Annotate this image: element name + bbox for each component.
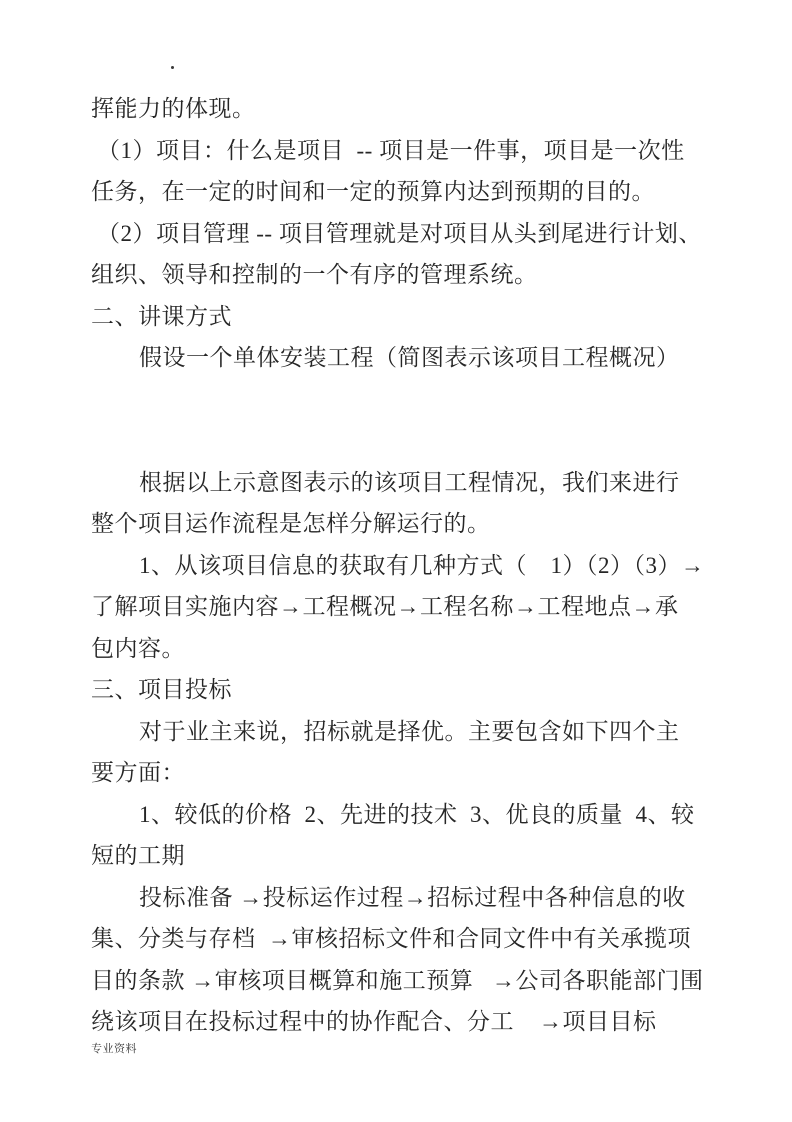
text-line: 组织、领导和控制的一个有序的管理系统。 <box>91 262 538 287</box>
blank-line <box>0 379 792 421</box>
numbered-item-1: 1、从该项目信息的获取有几种方式（ 1）（2）（3）→ <box>139 552 705 578</box>
blank-line <box>0 420 792 462</box>
text-line: 要方面： <box>91 760 185 785</box>
numbered-item-list: 1、较低的价格 2、先进的技术 3、优良的质量 4、较 <box>139 801 695 827</box>
text-line: 短的工期 <box>91 843 185 868</box>
text-line: 整个项目运作流程是怎样分解运行的。 <box>91 511 491 536</box>
list-item-1-project: （1）项目：什么是项目 -- 项目是一件事，项目是一次性 <box>97 137 685 163</box>
footer-watermark: 专业资料 <box>91 1043 137 1055</box>
stray-dot-mark <box>171 66 174 69</box>
text-line: 挥能力的体现。 <box>91 96 256 121</box>
list-item-2-project-management: （2）项目管理 -- 项目管理就是对项目从头到尾进行计划、 <box>97 220 702 246</box>
text-line: 根据以上示意图表示的该项目工程情况，我们来进行 <box>139 469 680 495</box>
text-line: 任务，在一定的时间和一定的预算内达到预期的目的。 <box>91 179 655 204</box>
section-heading-3: 三、项目投标 <box>91 677 232 702</box>
text-line: 包内容。 <box>91 635 185 661</box>
text-line: 投标准备 →投标运作过程→招标过程中各种信息的收 <box>139 884 686 910</box>
text-line: 目的条款 →审核项目概算和施工预算 →公司各职能部门围 <box>91 967 704 993</box>
text-line: 假设一个单体安装工程（简图表示该项目工程概况） <box>139 345 680 370</box>
text-line: 了解项目实施内容→工程概况→工程名称→工程地点→承 <box>91 594 679 619</box>
text-line: 绕该项目在投标过程中的协作配合、分工 →项目目标 <box>91 1009 657 1034</box>
document-body <box>0 88 792 1043</box>
text-line: 集、分类与存档 →审核招标文件和合同文件中有关承揽项 <box>91 926 691 951</box>
section-heading-2: 二、讲课方式 <box>91 303 232 329</box>
text-line: 对于业主来说，招标就是择优。主要包含如下四个主 <box>139 718 680 744</box>
